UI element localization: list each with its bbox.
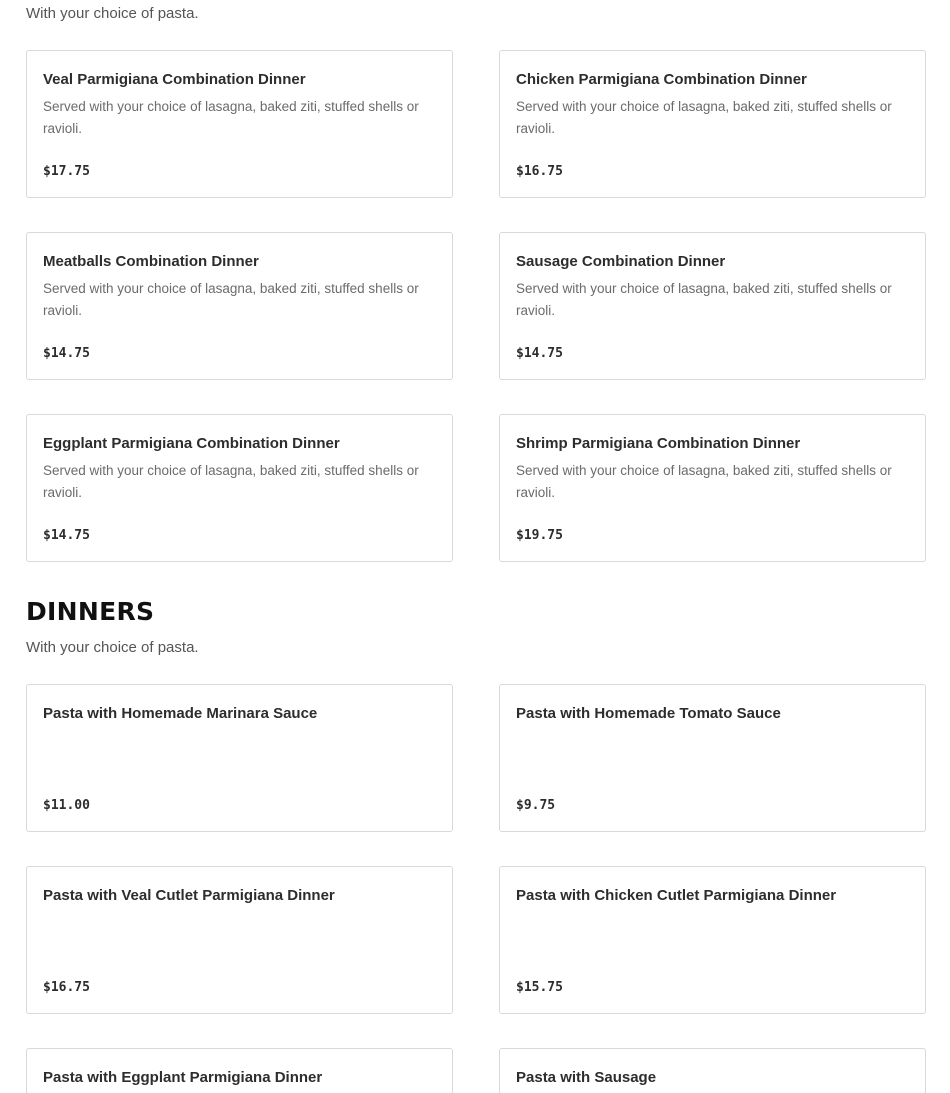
menu-item-name: Veal Parmigiana Combination Dinner: [43, 71, 306, 88]
menu-item-name: Chicken Parmigiana Combination Dinner: [516, 71, 807, 88]
menu-item-name: Eggplant Parmigiana Combination Dinner: [43, 435, 340, 452]
menu-item-name: Pasta with Veal Cutlet Parmigiana Dinner: [43, 887, 335, 904]
menu-item-price: $9.75: [516, 798, 556, 813]
section-description: With your choice of pasta.: [26, 5, 199, 22]
section-description: With your choice of pasta.: [26, 639, 199, 656]
menu-item-name: Sausage Combination Dinner: [516, 253, 726, 270]
menu-item-description: Served with your choice of lasagna, baked ziti, stuffed shells or ravioli.: [516, 99, 892, 136]
menu-item-name: Pasta with Chicken Cutlet Parmigiana Dinner: [516, 887, 837, 904]
section-title: DINNERS: [26, 597, 155, 626]
menu-item-card[interactable]: [499, 866, 926, 1014]
menu-item-price: $14.75: [43, 346, 90, 361]
menu-item-card[interactable]: [499, 50, 926, 198]
menu-item-name: Meatballs Combination Dinner: [43, 253, 259, 270]
menu-item-price: $16.75: [43, 980, 90, 995]
menu-item-card[interactable]: [26, 684, 453, 832]
menu-item-description: Served with your choice of lasagna, baked ziti, stuffed shells or ravioli.: [43, 99, 419, 136]
menu-item-description: Served with your choice of lasagna, baked ziti, stuffed shells or ravioli.: [43, 463, 419, 500]
menu-item-card[interactable]: [499, 684, 926, 832]
menu-item-price: $11.00: [43, 798, 90, 813]
menu-item-price: $19.75: [516, 528, 563, 543]
menu-item-price: $14.75: [516, 346, 563, 361]
menu-item-card[interactable]: [26, 232, 453, 380]
menu-item-name: Pasta with Sausage: [516, 1069, 657, 1086]
menu-item-name: Shrimp Parmigiana Combination Dinner: [516, 435, 801, 452]
menu-item-price: $15.75: [516, 980, 563, 995]
menu-item-card[interactable]: [26, 1048, 453, 1093]
menu-item-name: Pasta with Homemade Tomato Sauce: [516, 705, 781, 722]
menu-item-card[interactable]: [499, 232, 926, 380]
menu-item-card[interactable]: [26, 414, 453, 562]
menu-item-name: Pasta with Eggplant Parmigiana Dinner: [43, 1069, 323, 1086]
menu-item-card[interactable]: [499, 414, 926, 562]
menu-item-name: Pasta with Homemade Marinara Sauce: [43, 705, 318, 722]
menu-item-price: $16.75: [516, 164, 563, 179]
menu-item-price: $17.75: [43, 164, 90, 179]
menu-item-description: Served with your choice of lasagna, baked ziti, stuffed shells or ravioli.: [43, 281, 419, 318]
menu-item-card[interactable]: [499, 1048, 926, 1093]
menu-item-card[interactable]: [26, 866, 453, 1014]
menu-item-card[interactable]: [26, 50, 453, 198]
menu-item-description: Served with your choice of lasagna, baked ziti, stuffed shells or ravioli.: [516, 281, 892, 318]
menu-item-description: Served with your choice of lasagna, baked ziti, stuffed shells or ravioli.: [516, 463, 892, 500]
menu-item-price: $14.75: [43, 528, 90, 543]
